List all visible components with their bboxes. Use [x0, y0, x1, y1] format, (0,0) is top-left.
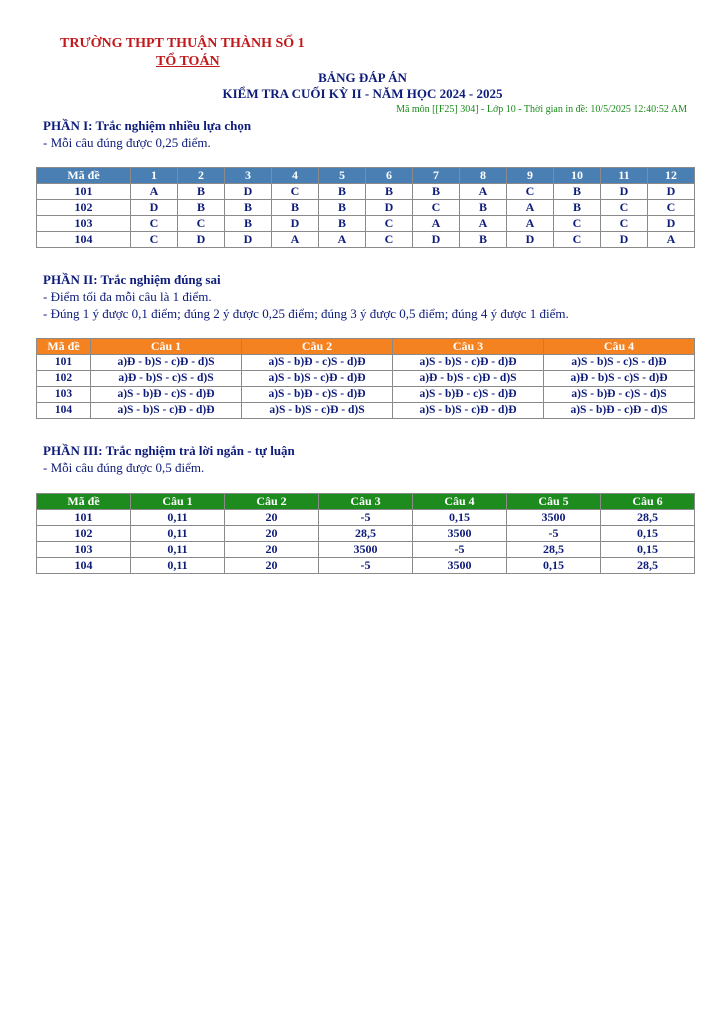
- answer-cell: A: [460, 184, 507, 200]
- exam-code-cell: 101: [37, 355, 91, 371]
- answer-cell: a)S - b)Đ - c)S - d)Đ: [393, 387, 544, 403]
- answer-cell: C: [601, 200, 648, 216]
- answer-cell: 20: [225, 526, 319, 542]
- answer-cell: 0,11: [131, 542, 225, 558]
- column-header: 7: [413, 168, 460, 184]
- exam-code-cell: 102: [37, 526, 131, 542]
- answer-cell: 28,5: [601, 510, 695, 526]
- answer-cell: a)S - b)S - c)S - d)Đ: [544, 355, 695, 371]
- part2-answer-table: [36, 338, 695, 419]
- answer-cell: D: [225, 232, 272, 248]
- table-header-row: [37, 494, 695, 510]
- answer-cell: 0,15: [601, 526, 695, 542]
- part3-section: [43, 442, 295, 476]
- document-title: BẢNG ĐÁP ÁN: [318, 70, 407, 85]
- answer-cell: 0,15: [507, 558, 601, 574]
- column-header: Câu 1: [131, 494, 225, 510]
- table-row: [37, 371, 695, 387]
- answer-cell: A: [413, 216, 460, 232]
- exam-code-cell: 104: [37, 232, 131, 248]
- answer-cell: 28,5: [601, 558, 695, 574]
- answer-cell: a)S - b)S - c)Đ - d)Đ: [91, 403, 242, 419]
- column-header: 3: [225, 168, 272, 184]
- exam-code-cell: 104: [37, 558, 131, 574]
- answer-cell: a)S - b)Đ - c)S - d)Đ: [242, 355, 393, 371]
- column-header: 11: [601, 168, 648, 184]
- part2-note-max: - Điểm tối đa mỗi câu là 1 điểm.: [43, 289, 212, 304]
- answer-cell: -5: [507, 526, 601, 542]
- answer-cell: B: [225, 216, 272, 232]
- answer-cell: a)S - b)S - c)Đ - d)Đ: [393, 355, 544, 371]
- answer-cell: A: [272, 232, 319, 248]
- answer-cell: A: [460, 216, 507, 232]
- answer-cell: 20: [225, 510, 319, 526]
- answer-cell: C: [413, 200, 460, 216]
- answer-cell: A: [507, 216, 554, 232]
- table-row: [37, 526, 695, 542]
- answer-cell: C: [131, 216, 178, 232]
- answer-cell: -5: [413, 542, 507, 558]
- answer-cell: B: [319, 184, 366, 200]
- answer-cell: A: [507, 200, 554, 216]
- column-header: 4: [272, 168, 319, 184]
- answer-cell: D: [601, 184, 648, 200]
- table-row: [37, 232, 695, 248]
- answer-cell: 20: [225, 542, 319, 558]
- answer-cell: B: [178, 184, 225, 200]
- answer-cell: a)S - b)S - c)Đ - d)Đ: [393, 403, 544, 419]
- part3-note: - Mỗi câu đúng được 0,5 điểm.: [43, 460, 205, 475]
- exam-code-cell: 101: [37, 510, 131, 526]
- answer-cell: A: [319, 232, 366, 248]
- part2-note-scoring: - Đúng 1 ý được 0,1 điểm; đúng 2 ý được 0,25 điểm; đúng 3 ý được 0,5 điểm; đúng 4 ý được 1 điểm.: [43, 306, 569, 321]
- part1-section: [43, 117, 251, 151]
- table-row: [37, 355, 695, 371]
- column-header: Mã đề: [37, 168, 131, 184]
- answer-cell: 0,11: [131, 510, 225, 526]
- column-header: 2: [178, 168, 225, 184]
- part3-heading: PHẦN III: Trắc nghiệm trả lời ngắn - tự luận: [43, 443, 295, 458]
- answer-cell: a)S - b)Đ - c)S - d)S: [544, 387, 695, 403]
- exam-code-cell: 103: [37, 216, 131, 232]
- table-row: [37, 184, 695, 200]
- answer-cell: B: [554, 200, 601, 216]
- column-header: Mã đề: [37, 494, 131, 510]
- column-header: Câu 1: [91, 339, 242, 355]
- school-name: TRƯỜNG THPT THUẬN THÀNH SỐ 1: [60, 36, 305, 51]
- answer-cell: a)S - b)Đ - c)S - d)Đ: [91, 387, 242, 403]
- table-row: [37, 510, 695, 526]
- answer-cell: B: [413, 184, 460, 200]
- column-header: Câu 4: [544, 339, 695, 355]
- answer-cell: B: [460, 232, 507, 248]
- table-row: [37, 216, 695, 232]
- exam-code-cell: 103: [37, 387, 91, 403]
- column-header: Câu 5: [507, 494, 601, 510]
- column-header: 9: [507, 168, 554, 184]
- answer-cell: B: [554, 184, 601, 200]
- answer-cell: B: [366, 184, 413, 200]
- answer-cell: D: [366, 200, 413, 216]
- answer-cell: D: [648, 216, 695, 232]
- column-header: 10: [554, 168, 601, 184]
- answer-cell: B: [178, 200, 225, 216]
- column-header: Câu 3: [393, 339, 544, 355]
- column-header: 12: [648, 168, 695, 184]
- answer-cell: 3500: [507, 510, 601, 526]
- answer-cell: 0,15: [601, 542, 695, 558]
- answer-cell: B: [272, 200, 319, 216]
- answer-cell: B: [460, 200, 507, 216]
- table-row: [37, 558, 695, 574]
- answer-cell: B: [319, 200, 366, 216]
- exam-code-cell: 102: [37, 200, 131, 216]
- answer-cell: a)S - b)S - c)Đ - d)Đ: [242, 371, 393, 387]
- column-header: Câu 3: [319, 494, 413, 510]
- part1-note: - Mỗi câu đúng được 0,25 điểm.: [43, 135, 211, 150]
- answer-cell: 0,11: [131, 526, 225, 542]
- exam-code-cell: 102: [37, 371, 91, 387]
- answer-cell: D: [272, 216, 319, 232]
- answer-cell: 3500: [413, 558, 507, 574]
- answer-cell: 0,15: [413, 510, 507, 526]
- answer-cell: a)Đ - b)S - c)S - d)S: [91, 371, 242, 387]
- answer-cell: 28,5: [507, 542, 601, 558]
- column-header: Câu 4: [413, 494, 507, 510]
- answer-cell: C: [366, 232, 413, 248]
- answer-cell: a)Đ - b)S - c)Đ - d)S: [393, 371, 544, 387]
- answer-cell: 3500: [413, 526, 507, 542]
- answer-cell: C: [131, 232, 178, 248]
- table-row: [37, 542, 695, 558]
- answer-cell: a)S - b)S - c)Đ - d)S: [242, 403, 393, 419]
- part1-heading: PHẦN I: Trắc nghiệm nhiều lựa chọn: [43, 118, 252, 133]
- column-header: Câu 6: [601, 494, 695, 510]
- department-name: TỔ TOÁN: [156, 54, 220, 69]
- answer-cell: A: [131, 184, 178, 200]
- answer-cell: 28,5: [319, 526, 413, 542]
- answer-cell: D: [178, 232, 225, 248]
- column-header: 8: [460, 168, 507, 184]
- answer-cell: C: [507, 184, 554, 200]
- column-header: 6: [366, 168, 413, 184]
- answer-cell: C: [554, 232, 601, 248]
- answer-cell: C: [272, 184, 319, 200]
- exam-title: KIỂM TRA CUỐI KỲ II - NĂM HỌC 2024 - 2025: [222, 86, 503, 101]
- exam-code-cell: 101: [37, 184, 131, 200]
- answer-cell: D: [131, 200, 178, 216]
- answer-cell: -5: [319, 558, 413, 574]
- answer-cell: D: [413, 232, 460, 248]
- column-header: 1: [131, 168, 178, 184]
- answer-cell: C: [648, 200, 695, 216]
- answer-cell: a)S - b)Đ - c)S - d)Đ: [242, 387, 393, 403]
- answer-cell: a)S - b)Đ - c)Đ - d)S: [544, 403, 695, 419]
- answer-cell: D: [507, 232, 554, 248]
- part2-section: [43, 271, 569, 322]
- table-row: [37, 403, 695, 419]
- answer-cell: A: [648, 232, 695, 248]
- table-header-row: [37, 168, 695, 184]
- answer-cell: D: [648, 184, 695, 200]
- answer-cell: B: [319, 216, 366, 232]
- column-header: Câu 2: [225, 494, 319, 510]
- table-row: [37, 200, 695, 216]
- answer-cell: C: [554, 216, 601, 232]
- column-header: Mã đề: [37, 339, 91, 355]
- table-row: [37, 387, 695, 403]
- answer-cell: C: [601, 216, 648, 232]
- answer-cell: B: [225, 200, 272, 216]
- exam-code-cell: 104: [37, 403, 91, 419]
- part1-answer-table: [36, 167, 695, 248]
- answer-cell: a)Đ - b)S - c)S - d)Đ: [544, 371, 695, 387]
- exam-code-cell: 103: [37, 542, 131, 558]
- answer-cell: a)Đ - b)S - c)Đ - d)S: [91, 355, 242, 371]
- answer-cell: C: [366, 216, 413, 232]
- part2-heading: PHẦN II: Trắc nghiệm đúng sai: [43, 272, 221, 287]
- answer-cell: C: [178, 216, 225, 232]
- column-header: Câu 2: [242, 339, 393, 355]
- answer-cell: 20: [225, 558, 319, 574]
- column-header: 5: [319, 168, 366, 184]
- table-header-row: [37, 339, 695, 355]
- answer-cell: D: [601, 232, 648, 248]
- answer-cell: D: [225, 184, 272, 200]
- answer-cell: 0,11: [131, 558, 225, 574]
- answer-cell: -5: [319, 510, 413, 526]
- answer-cell: 3500: [319, 542, 413, 558]
- print-meta: Mã môn [[F25] 304] - Lớp 10 - Thời gian in đề: 10/5/2025 12:40:52 AM: [396, 104, 687, 115]
- part3-answer-table: [36, 493, 695, 574]
